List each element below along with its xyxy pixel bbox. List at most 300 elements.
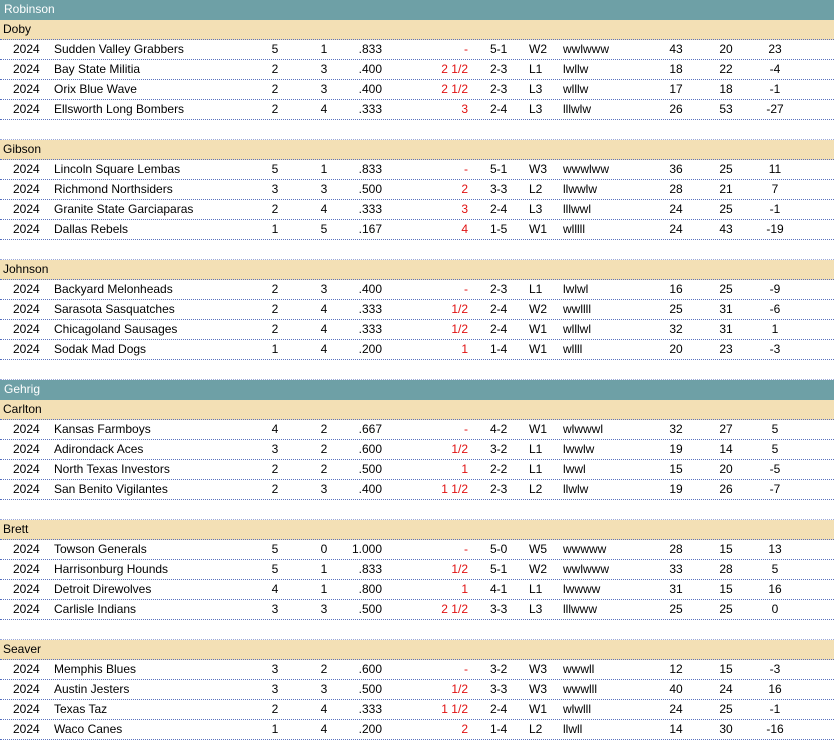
run-differential: -1 — [769, 82, 781, 96]
run-differential: -1 — [769, 202, 781, 216]
team-name: Towson Generals — [54, 542, 147, 556]
record: 5-1 — [490, 42, 508, 56]
recent-results: wwllll — [563, 302, 591, 316]
season-year: 2024 — [13, 342, 40, 356]
wins: 1 — [271, 722, 279, 736]
games-back: 1 1/2 — [441, 482, 468, 496]
losses: 2 — [320, 422, 328, 436]
wins: 3 — [271, 662, 279, 676]
runs-scored: 43 — [669, 42, 683, 56]
win-pct: .500 — [358, 182, 382, 196]
runs-allowed: 31 — [719, 322, 733, 336]
record: 2-4 — [490, 302, 508, 316]
streak: W2 — [529, 562, 547, 576]
runs-allowed: 25 — [719, 162, 733, 176]
streak: W1 — [529, 702, 547, 716]
games-back: - — [464, 282, 468, 296]
runs-allowed: 43 — [719, 222, 733, 236]
run-differential: -16 — [766, 722, 784, 736]
runs-allowed: 22 — [719, 62, 733, 76]
run-differential: -3 — [769, 662, 781, 676]
runs-allowed: 27 — [719, 422, 733, 436]
season-year: 2024 — [13, 302, 40, 316]
wins: 1 — [271, 342, 279, 356]
season-year: 2024 — [13, 82, 40, 96]
run-differential: 5 — [771, 562, 779, 576]
record: 3-2 — [490, 442, 508, 456]
runs-allowed: 26 — [719, 482, 733, 496]
games-back: 3 — [461, 102, 468, 116]
team-name: Sodak Mad Dogs — [54, 342, 147, 356]
losses: 1 — [320, 42, 328, 56]
win-pct: .833 — [358, 42, 382, 56]
recent-results: wlwlll — [563, 702, 591, 716]
recent-results: lllwww — [563, 602, 597, 616]
streak: W2 — [529, 302, 547, 316]
games-back: 1 — [461, 582, 468, 596]
run-differential: -3 — [769, 342, 781, 356]
run-differential: 23 — [768, 42, 782, 56]
runs-allowed: 15 — [719, 542, 733, 556]
record: 2-3 — [490, 82, 508, 96]
team-name: Ellsworth Long Bombers — [54, 102, 185, 116]
wins: 2 — [271, 102, 279, 116]
recent-results: llwwlw — [563, 182, 597, 196]
losses: 3 — [320, 282, 328, 296]
wins: 4 — [271, 582, 279, 596]
team-name: Backyard Melonheads — [54, 282, 173, 296]
runs-scored: 26 — [669, 102, 683, 116]
losses: 4 — [320, 702, 328, 716]
streak: L1 — [529, 62, 543, 76]
win-pct: .500 — [358, 602, 382, 616]
games-back: 4 — [461, 222, 468, 236]
win-pct: .167 — [358, 222, 382, 236]
recent-results: wwwlll — [563, 682, 597, 696]
season-year: 2024 — [13, 282, 40, 296]
losses: 3 — [320, 682, 328, 696]
games-back: 1/2 — [451, 562, 468, 576]
standings-row — [0, 700, 834, 720]
runs-scored: 32 — [669, 422, 683, 436]
recent-results: llwlw — [563, 482, 589, 496]
win-pct: .400 — [358, 82, 382, 96]
runs-scored: 25 — [669, 302, 683, 316]
runs-scored: 25 — [669, 602, 683, 616]
standings-row — [0, 440, 834, 460]
streak: W1 — [529, 322, 547, 336]
standings-row — [0, 40, 834, 60]
streak: W3 — [529, 162, 547, 176]
recent-results: lllwlw — [563, 102, 591, 116]
record: 3-3 — [490, 182, 508, 196]
streak: L2 — [529, 482, 543, 496]
wins: 2 — [271, 282, 279, 296]
season-year: 2024 — [13, 422, 40, 436]
record: 2-3 — [490, 282, 508, 296]
recent-results: wwwll — [563, 662, 595, 676]
standings-row — [0, 220, 834, 240]
games-back: 2 — [461, 722, 468, 736]
wins: 2 — [271, 322, 279, 336]
spacer-row — [0, 240, 834, 260]
season-year: 2024 — [13, 482, 40, 496]
team-name: Austin Jesters — [54, 682, 130, 696]
season-year: 2024 — [13, 322, 40, 336]
losses: 1 — [320, 162, 328, 176]
spacer-row — [0, 360, 834, 380]
streak: L1 — [529, 442, 543, 456]
runs-allowed: 25 — [719, 282, 733, 296]
runs-allowed: 25 — [719, 202, 733, 216]
losses: 4 — [320, 302, 328, 316]
team-name: Memphis Blues — [54, 662, 137, 676]
losses: 4 — [320, 322, 328, 336]
standings-row — [0, 280, 834, 300]
runs-allowed: 14 — [719, 442, 733, 456]
games-back: 1 1/2 — [441, 702, 468, 716]
wins: 3 — [271, 442, 279, 456]
recent-results: wwwlww — [563, 162, 609, 176]
runs-scored: 17 — [669, 82, 683, 96]
record: 4-1 — [490, 582, 508, 596]
games-back: - — [464, 422, 468, 436]
win-pct: .500 — [358, 682, 382, 696]
recent-results: lwlwl — [563, 282, 589, 296]
runs-allowed: 21 — [719, 182, 733, 196]
team-name: Harrisonburg Hounds — [54, 562, 169, 576]
standings-row — [0, 180, 834, 200]
standings-row — [0, 60, 834, 80]
wins: 3 — [271, 682, 279, 696]
standings-row — [0, 460, 834, 480]
streak: L3 — [529, 602, 543, 616]
streak: L1 — [529, 282, 543, 296]
win-pct: .333 — [358, 202, 382, 216]
run-differential: -4 — [769, 62, 781, 76]
games-back: - — [464, 42, 468, 56]
losses: 4 — [320, 202, 328, 216]
spacer-row — [0, 620, 834, 640]
spacer-row — [0, 500, 834, 520]
runs-scored: 12 — [669, 662, 683, 676]
win-pct: .600 — [358, 662, 382, 676]
recent-results: wlwwwl — [563, 422, 603, 436]
wins: 3 — [271, 602, 279, 616]
season-year: 2024 — [13, 542, 40, 556]
team-name: San Benito Vigilantes — [54, 482, 168, 496]
wins: 1 — [271, 222, 279, 236]
runs-scored: 19 — [669, 482, 683, 496]
recent-results: llwll — [563, 722, 583, 736]
record: 1-4 — [490, 722, 508, 736]
games-back: 1/2 — [451, 302, 468, 316]
record: 5-1 — [490, 162, 508, 176]
wins: 4 — [271, 422, 279, 436]
losses: 0 — [320, 542, 328, 556]
losses: 3 — [320, 62, 328, 76]
streak: L1 — [529, 462, 543, 476]
runs-scored: 33 — [669, 562, 683, 576]
win-pct: .833 — [358, 162, 382, 176]
season-year: 2024 — [13, 582, 40, 596]
division-header: Seaver — [0, 640, 834, 660]
recent-results: wwlwww — [563, 42, 609, 56]
runs-allowed: 31 — [719, 302, 733, 316]
season-year: 2024 — [13, 182, 40, 196]
season-year: 2024 — [13, 222, 40, 236]
standings-row — [0, 600, 834, 620]
record: 3-2 — [490, 662, 508, 676]
recent-results: lwwl — [563, 462, 586, 476]
wins: 5 — [271, 562, 279, 576]
season-year: 2024 — [13, 442, 40, 456]
season-year: 2024 — [13, 662, 40, 676]
streak: L1 — [529, 582, 543, 596]
losses: 4 — [320, 722, 328, 736]
team-name: Texas Taz — [54, 702, 108, 716]
win-pct: .833 — [358, 562, 382, 576]
team-name: North Texas Investors — [54, 462, 170, 476]
losses: 2 — [320, 442, 328, 456]
win-pct: 1.000 — [352, 542, 383, 556]
wins: 3 — [271, 182, 279, 196]
runs-scored: 32 — [669, 322, 683, 336]
wins: 2 — [271, 462, 279, 476]
recent-results: wlllwl — [563, 322, 591, 336]
runs-scored: 40 — [669, 682, 683, 696]
standings-row — [0, 580, 834, 600]
standings-row — [0, 660, 834, 680]
team-name: Carlisle Indians — [54, 602, 137, 616]
losses: 3 — [320, 482, 328, 496]
games-back: 2 1/2 — [441, 62, 468, 76]
run-differential: 11 — [768, 162, 782, 176]
recent-results: lwwlw — [563, 442, 595, 456]
record: 2-4 — [490, 322, 508, 336]
season-year: 2024 — [13, 602, 40, 616]
team-name: Richmond Northsiders — [54, 182, 173, 196]
streak: L3 — [529, 102, 543, 116]
record: 2-2 — [490, 462, 508, 476]
games-back: 2 1/2 — [441, 602, 468, 616]
recent-results: wllll — [563, 342, 583, 356]
season-year: 2024 — [13, 462, 40, 476]
streak: L3 — [529, 82, 543, 96]
run-differential: -6 — [769, 302, 781, 316]
losses: 5 — [320, 222, 328, 236]
recent-results: lwllw — [563, 62, 589, 76]
losses: 4 — [320, 102, 328, 116]
win-pct: .600 — [358, 442, 382, 456]
standings-row — [0, 680, 834, 700]
team-name: Lincoln Square Lembas — [54, 162, 181, 176]
standings-row — [0, 560, 834, 580]
team-name: Dallas Rebels — [54, 222, 129, 236]
losses: 3 — [320, 82, 328, 96]
run-differential: 16 — [768, 682, 782, 696]
wins: 2 — [271, 82, 279, 96]
run-differential: 13 — [768, 542, 782, 556]
division-header: Brett — [0, 520, 834, 540]
win-pct: .200 — [358, 342, 382, 356]
run-differential: -9 — [769, 282, 781, 296]
standings-row — [0, 160, 834, 180]
run-differential: 5 — [771, 422, 779, 436]
run-differential: 5 — [771, 442, 779, 456]
runs-scored: 36 — [669, 162, 683, 176]
runs-allowed: 25 — [719, 702, 733, 716]
standings-row — [0, 540, 834, 560]
recent-results: wwlwww — [563, 562, 609, 576]
losses: 1 — [320, 562, 328, 576]
wins: 2 — [271, 702, 279, 716]
games-back: 1/2 — [451, 442, 468, 456]
streak: W3 — [529, 662, 547, 676]
record: 5-0 — [490, 542, 508, 556]
games-back: 1 — [461, 462, 468, 476]
record: 1-5 — [490, 222, 508, 236]
win-pct: .400 — [358, 62, 382, 76]
standings-row — [0, 200, 834, 220]
losses: 3 — [320, 182, 328, 196]
team-name: Detroit Direwolves — [54, 582, 152, 596]
season-year: 2024 — [13, 42, 40, 56]
win-pct: .800 — [358, 582, 382, 596]
recent-results: lllwwl — [563, 202, 591, 216]
streak: W1 — [529, 342, 547, 356]
runs-scored: 15 — [669, 462, 683, 476]
run-differential: 7 — [771, 182, 779, 196]
runs-scored: 16 — [669, 282, 683, 296]
season-year: 2024 — [13, 562, 40, 576]
win-pct: .500 — [358, 462, 382, 476]
season-year: 2024 — [13, 722, 40, 736]
division-header: Doby — [0, 20, 834, 40]
runs-allowed: 15 — [719, 582, 733, 596]
team-name: Waco Canes — [54, 722, 123, 736]
record: 2-4 — [490, 102, 508, 116]
games-back: 1/2 — [451, 682, 468, 696]
team-name: Orix Blue Wave — [54, 82, 137, 96]
team-name: Bay State Militia — [54, 62, 141, 76]
games-back: 1/2 — [451, 322, 468, 336]
standings-row — [0, 80, 834, 100]
losses: 3 — [320, 602, 328, 616]
season-year: 2024 — [13, 162, 40, 176]
losses: 2 — [320, 662, 328, 676]
league-header: Gehrig — [0, 380, 834, 400]
streak: W2 — [529, 42, 547, 56]
streak: L3 — [529, 202, 543, 216]
win-pct: .400 — [358, 482, 382, 496]
win-pct: .333 — [358, 702, 382, 716]
runs-allowed: 24 — [719, 682, 733, 696]
team-name: Granite State Garciaparas — [54, 202, 194, 216]
runs-scored: 31 — [669, 582, 683, 596]
team-name: Sudden Valley Grabbers — [54, 42, 184, 56]
season-year: 2024 — [13, 702, 40, 716]
games-back: 2 — [461, 182, 468, 196]
win-pct: .667 — [358, 422, 382, 436]
runs-allowed: 20 — [719, 462, 733, 476]
record: 5-1 — [490, 562, 508, 576]
run-differential: -7 — [769, 482, 781, 496]
win-pct: .200 — [358, 722, 382, 736]
losses: 4 — [320, 342, 328, 356]
standings-row — [0, 100, 834, 120]
record: 2-3 — [490, 482, 508, 496]
standings-row — [0, 420, 834, 440]
record: 2-4 — [490, 702, 508, 716]
recent-results: lwwww — [563, 582, 601, 596]
runs-allowed: 53 — [719, 102, 733, 116]
standings-row — [0, 300, 834, 320]
games-back: 3 — [461, 202, 468, 216]
run-differential: -5 — [769, 462, 781, 476]
streak: L2 — [529, 182, 543, 196]
spacer-row — [0, 120, 834, 140]
runs-scored: 24 — [669, 702, 683, 716]
runs-scored: 24 — [669, 222, 683, 236]
record: 1-4 — [490, 342, 508, 356]
runs-allowed: 28 — [719, 562, 733, 576]
standings-row — [0, 720, 834, 740]
recent-results: wlllll — [563, 222, 585, 236]
run-differential: -19 — [766, 222, 784, 236]
games-back: - — [464, 162, 468, 176]
wins: 2 — [271, 302, 279, 316]
record: 2-4 — [490, 202, 508, 216]
runs-scored: 19 — [669, 442, 683, 456]
team-name: Chicagoland Sausages — [54, 322, 178, 336]
division-header: Gibson — [0, 140, 834, 160]
runs-scored: 18 — [669, 62, 683, 76]
team-name: Adirondack Aces — [54, 442, 144, 456]
run-differential: 1 — [771, 322, 779, 336]
runs-allowed: 18 — [719, 82, 733, 96]
season-year: 2024 — [13, 62, 40, 76]
season-year: 2024 — [13, 102, 40, 116]
runs-allowed: 25 — [719, 602, 733, 616]
games-back: 1 — [461, 342, 468, 356]
runs-scored: 28 — [669, 542, 683, 556]
run-differential: 16 — [768, 582, 782, 596]
games-back: - — [464, 542, 468, 556]
record: 2-3 — [490, 62, 508, 76]
division-header: Carlton — [0, 400, 834, 420]
runs-scored: 24 — [669, 202, 683, 216]
wins: 5 — [271, 162, 279, 176]
games-back: 2 1/2 — [441, 82, 468, 96]
wins: 2 — [271, 482, 279, 496]
losses: 1 — [320, 582, 328, 596]
wins: 2 — [271, 62, 279, 76]
runs-allowed: 23 — [719, 342, 733, 356]
runs-scored: 28 — [669, 182, 683, 196]
run-differential: 0 — [771, 602, 779, 616]
league-header: Robinson — [0, 0, 834, 20]
wins: 2 — [271, 202, 279, 216]
streak: W1 — [529, 422, 547, 436]
division-header: Johnson — [0, 260, 834, 280]
win-pct: .333 — [358, 322, 382, 336]
win-pct: .333 — [358, 302, 382, 316]
runs-scored: 14 — [669, 722, 683, 736]
standings-row — [0, 320, 834, 340]
wins: 5 — [271, 42, 279, 56]
run-differential: -27 — [766, 102, 784, 116]
